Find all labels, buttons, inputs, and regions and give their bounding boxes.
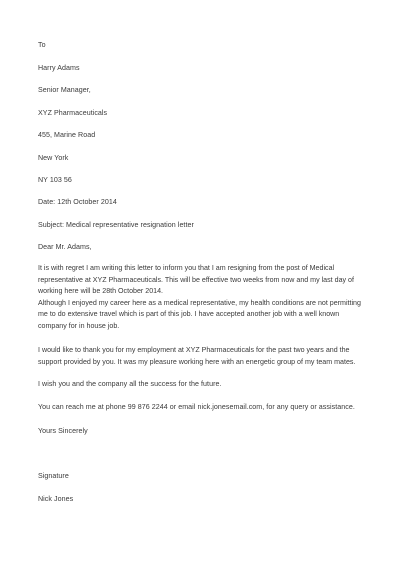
paragraph-contact: You can reach me at phone 99 876 2244 or email nick.jonesemail.com, for any query or assistance. (38, 403, 355, 411)
paragraph-line: working here will be 28th October 2014. (38, 287, 163, 296)
street-address: 455, Marine Road (38, 131, 96, 139)
salutation: Dear Mr. Adams, (38, 243, 92, 251)
paragraph-line: company for in house job. (38, 321, 120, 330)
paragraph-wishes: I wish you and the company all the success for the future. (38, 380, 222, 388)
signature-label: Signature (38, 472, 69, 480)
paragraph-line: Although I enjoyed my career here as a medical representative, my health conditions are not permitting (38, 298, 361, 307)
paragraph-line: representative at XYZ Pharmaceuticals. This will be effective two weeks from now and my last day of (38, 275, 354, 284)
paragraph-line: I would like to thank you for my employment at XYZ Pharmaceuticals for the past two years and the (38, 346, 350, 354)
paragraph-line: support provided by you. It was my pleasure working here with an energetic group of my team mates. (38, 357, 356, 366)
city: New York (38, 154, 69, 162)
sender-name: Nick Jones (38, 495, 74, 503)
recipient-title: Senior Manager, (38, 86, 91, 94)
paragraph-line: It is with regret I am writing this letter to inform you that I am resigning from the post of Medical (38, 264, 335, 272)
recipient-name: Harry Adams (38, 64, 80, 72)
company-name: XYZ Pharmaceuticals (38, 109, 108, 117)
closing: Yours Sincerely (38, 427, 88, 435)
to-label: To (38, 41, 46, 49)
paragraph-line: me to do extensive travel which is part of this job. I have accepted another job with a well known (38, 310, 340, 319)
letter-date: Date: 12th October 2014 (38, 198, 117, 206)
paragraph-resignation (38, 263, 368, 333)
letter-subject: Subject: Medical representative resignation letter (38, 221, 194, 229)
paragraph-thanks (38, 345, 368, 368)
postcode: NY 103 56 (38, 176, 72, 184)
